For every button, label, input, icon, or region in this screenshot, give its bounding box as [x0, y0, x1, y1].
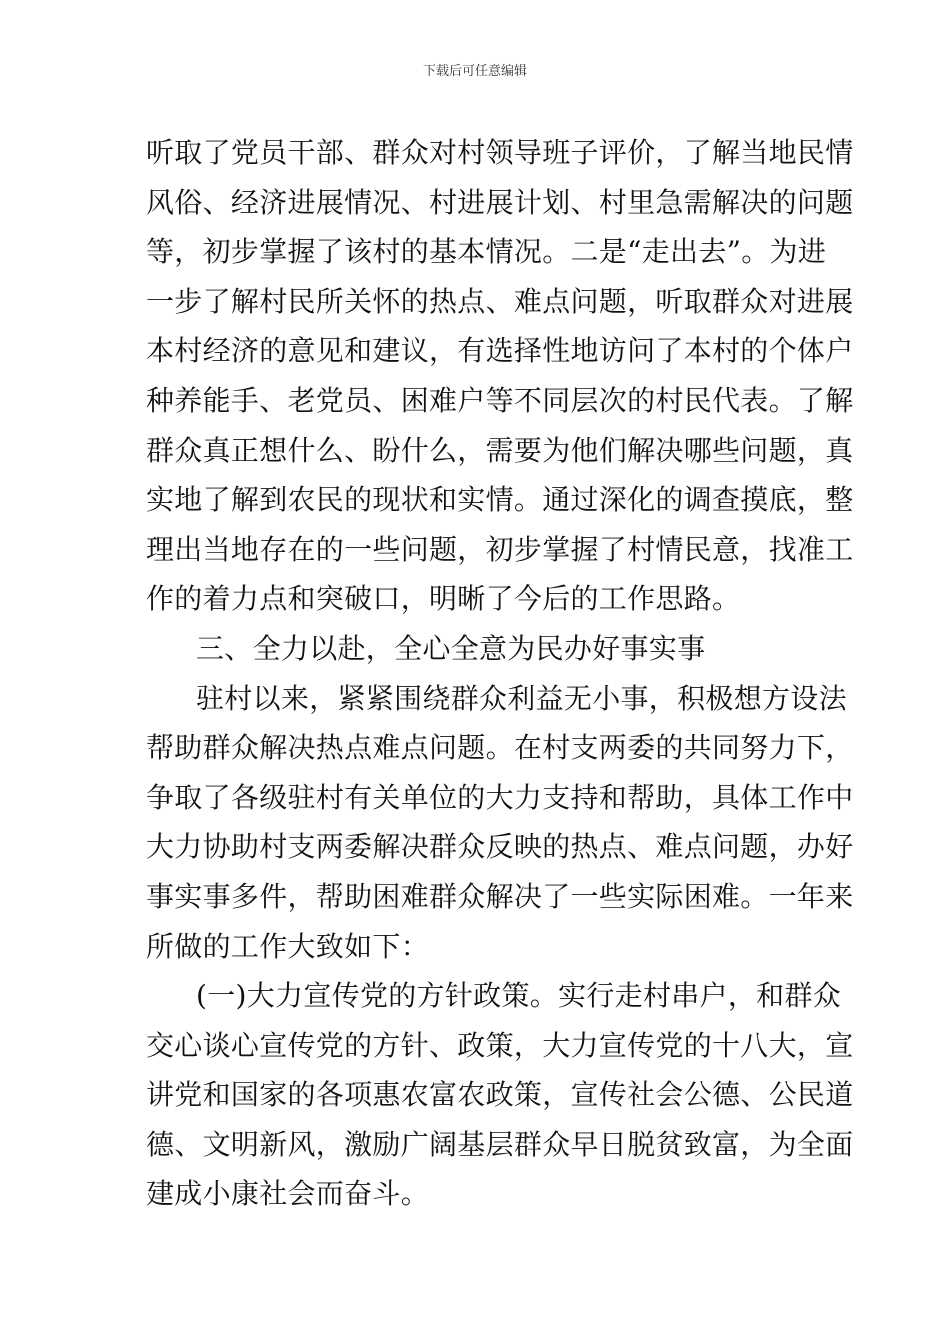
- text-line: 所做的工作大致如下：: [146, 929, 430, 963]
- text-line: 建成小康社会而奋斗。: [146, 1177, 430, 1211]
- text-line: 理出当地存在的一些问题，初步掌握了村情民意，找准工: [146, 532, 854, 566]
- text-line: 交心谈心宣传党的方针、政策，大力宣传党的十八大，宣: [146, 1028, 854, 1062]
- text-line: 风俗、经济进展情况、村进展计划、村里急需解决的问题: [146, 185, 854, 219]
- page-header-note: 下载后可任意编辑: [422, 64, 527, 79]
- text-line: 群众真正想什么、盼什么，需要为他们解决哪些问题，真: [146, 433, 854, 467]
- paragraph-start-line: 驻村以来，紧紧围绕群众利益无小事，积极想方设法: [196, 681, 847, 715]
- paragraph-start-line: (一)大力宣传党的方针政策。实行走村串户，和群众: [196, 979, 842, 1013]
- document-body: [146, 128, 854, 1219]
- text-line: 实地了解到农民的现状和实情。通过深化的调查摸底，整: [146, 483, 854, 517]
- text-line: 作的着力点和突破口，明晰了今后的工作思路。: [146, 582, 741, 616]
- text-line: 等，初步掌握了该村的基本情况。二是“走出去”。为进: [146, 235, 827, 269]
- text-line: 种养能手、老党员、困难户等不同层次的村民代表。了解: [146, 383, 854, 417]
- text-line: 听取了党员干部、群众对村领导班子评价，了解当地民情: [146, 136, 854, 169]
- text-line: 争取了各级驻村有关单位的大力支持和帮助，具体工作中: [146, 780, 854, 814]
- text-line: 本村经济的意见和建议，有选择性地访问了本村的个体户: [146, 334, 854, 368]
- text-line: 大力协助村支两委解决群众反映的热点、难点问题，办好: [146, 830, 854, 864]
- text-line: 事实事多件，帮助困难群众解决了一些实际困难。一年来: [146, 879, 854, 913]
- text-line: 德、文明新风，激励广阔基层群众早日脱贫致富，为全面: [146, 1127, 854, 1161]
- text-line: 一步了解村民所关怀的热点、难点问题，听取群众对进展: [146, 284, 854, 318]
- section-heading: 三、全力以赴，全心全意为民办好事实事: [196, 631, 706, 665]
- text-line: 讲党和国家的各项惠农富农政策，宣传社会公德、公民道: [146, 1078, 854, 1112]
- text-line: 帮助群众解决热点难点问题。在村支两委的共同努力下，: [146, 731, 854, 765]
